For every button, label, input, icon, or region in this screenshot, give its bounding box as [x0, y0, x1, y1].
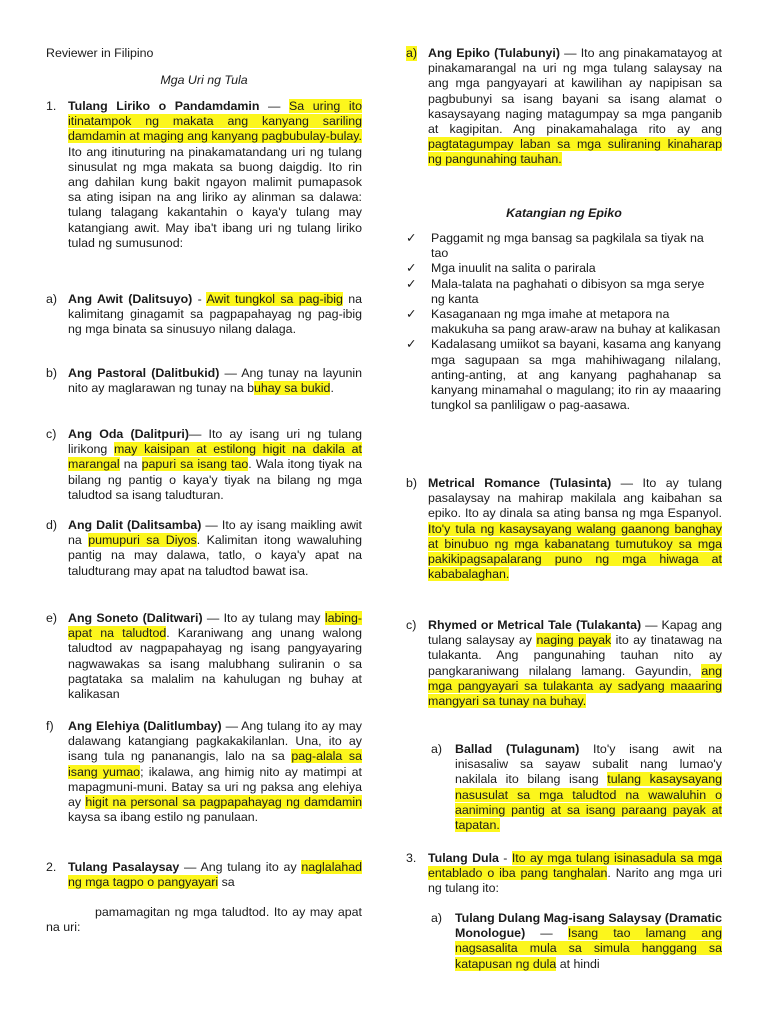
list-item-text: Paggamit ng mga bansag sa pagkilala sa tiyak na tao [431, 231, 704, 261]
document-title: Mga Uri ng Tula [160, 73, 248, 87]
body-text: Kapag ang tulang salaysay ay [428, 618, 722, 648]
body-text: Ito ang pinakamatayog at pinakamarangal na uri ng mga tulang salaysay na ang mga pangyayari at kawilihan ay napipisan sa pagbubunyi sa isang bayani sa isang alamat o kasaysayang naging matagumpay sa mga panganib at kagipitan. Ang pinakamahalaga rito ay ang [428, 46, 722, 137]
item-awit [46, 292, 362, 338]
item-tulang-pasalaysay [46, 860, 362, 890]
term-name: Ang Pastoral (Dalitbukid) [68, 366, 220, 380]
item-elehiya [46, 719, 362, 825]
term-name: Rhymed or Metrical Tale (Tulakanta) [428, 618, 642, 632]
highlight-text: Awit tungkol sa pag-ibig [206, 292, 343, 306]
term-name: Ang Oda (Dalitpuri) [68, 427, 189, 441]
term-name: Tulang Liriko o Pandamdamin [68, 99, 260, 113]
item-tulang-dula [406, 851, 722, 897]
list-item [406, 307, 721, 337]
body-text: . Narito ang mga uri ng tulang ito: [428, 866, 722, 896]
term-name: Ang Dalit (Dalitsamba) [68, 518, 202, 532]
term-name: Ang Elehiya (Dalitlumbay) [68, 719, 222, 733]
item-tulang-liriko [46, 99, 362, 251]
check-icon: ✓ [406, 231, 417, 245]
check-icon: ✓ [406, 307, 417, 322]
separator: — [525, 926, 568, 941]
separator: — [259, 99, 290, 113]
term-name: Ang Soneto (Dalitwari) [68, 611, 203, 625]
list-marker: 3. [406, 851, 417, 865]
term-name: Tulang Pasalaysay [68, 860, 180, 874]
list-marker: f) [46, 719, 54, 733]
body-text: Ang tunay na layunin nito ay maglarawan ng tunay na b [68, 366, 362, 396]
item-ballad [431, 742, 722, 833]
body-text: ito ay tinatawag na tulakanta. Ang pangunahing tauhan nito ay pangkaraniwang nilalang lamang. Gayundin, [428, 633, 722, 678]
check-icon: ✓ [406, 261, 417, 276]
body-text: . [330, 381, 334, 396]
list-marker: a) [431, 742, 443, 756]
list-item-text: Kasaganaan ng mga imahe at metapora na makukuha sa pang araw-araw na buhay at kalikasan [431, 307, 721, 337]
body-text: Ito ay tulang pasalaysay na mahirap makilala ang kaibahan sa epiko. Ito ay dinala sa ating bansa ng mga Espanyol. [428, 476, 723, 521]
list-item [406, 231, 721, 261]
list-item [406, 337, 721, 413]
separator: — [188, 427, 209, 441]
separator: - [498, 851, 512, 865]
body-text: Ito ay tulang may [223, 611, 325, 625]
body-text: kaysa sa ibang estilo ng panulaan. [68, 810, 259, 825]
highlight-text: Ito'y tula ng kasaysayang walang gaanong banghay at binubuo ng mga kabanatang tumutukoy sa mga pakikipagsapalarang puno ng mga hiwaga at kababalaghan. [428, 521, 722, 582]
highlight-text: pag-alala sa isang yumao [68, 749, 363, 779]
check-icon: ✓ [406, 276, 417, 291]
body-text: . Karaniwang ang unang walong taludtod av nagpapahayag ng isang pangyayaring nagwawakas sa isang malubhang suliranin o sa pagtataka sa malalim na kahulugan ng buhay at kalikasan [68, 626, 362, 702]
term-name: Ang Epiko (Tulabunyi) [428, 46, 560, 60]
body-text: sa [218, 875, 235, 890]
highlight-text: naglalahad ng mga tagpo o pangyayari [68, 860, 363, 890]
highlight-text: ang mga pangyayari sa tulakanta ay sadyang maaaring mangyari sa tunay na buhay. [428, 663, 722, 709]
list-item [406, 277, 721, 307]
document-header: Reviewer in Filipino [46, 46, 154, 60]
list-marker: c) [406, 618, 417, 632]
body-text: Ito ay isang uri ng tulang lirikong [68, 427, 362, 457]
body-text: Ang tulang ito ay may dalawang katangiang pagkakakilanlan. Una, ito ay isang tula ng pananangis, lalo na sa [68, 719, 362, 764]
item-epiko [406, 46, 722, 168]
item-tulakanta [406, 618, 722, 709]
item-pastoral [46, 366, 362, 396]
pasalaysay-continuation: pamamagitan ng mga taludtod. Ito ay may apat na uri: [46, 905, 362, 935]
highlight-text: papuri sa isang tao [141, 457, 249, 472]
list-item-text: Mala-talata na paghahati o dibisyon sa mga serye ng kanta [431, 276, 705, 306]
list-marker: 2. [46, 860, 57, 874]
term-name: Ang Awit (Dalitsuyo) [68, 292, 193, 306]
list-marker: c) [46, 427, 57, 441]
term-name: Ballad (Tulagunam) [455, 742, 580, 756]
epiko-characteristics-list [406, 231, 722, 413]
separator: — [201, 518, 222, 532]
list-marker: b) [46, 366, 58, 380]
highlight-text: pumupuri sa Diyos [88, 533, 197, 548]
separator: — [641, 618, 662, 632]
body-text: Ito ang itinuturing na pinakamatandang uri ng tulang sinusulat ng mga makata sa buong daigdig. Ito rin ang dahilan kung bakit ngayon malimit pumapasok sa ating isipan na ang liriko ay alinman sa dalawa: tulang talagang kakantahin o kaya'y tulang may katangiang awit. May iba't ibang uri ng tulang liriko tulad ng sumusunod: [68, 144, 362, 250]
highlight-text: may kaisipan at estilong higit na dakila at marangal [68, 442, 363, 472]
separator: — [559, 46, 581, 60]
highlight-text: higit na personal sa pagpapahayag ng damdamin [85, 795, 363, 810]
highlight-text: uhay sa bukid [253, 381, 331, 396]
highlight-text: Isang tao lamang ang nagsasalita mula sa simula hanggang sa katapusan ng dula [455, 926, 722, 971]
separator: - [192, 292, 207, 306]
list-item-text: Kadalasang umiikot sa bayani, kasama ang kanyang mga sagupaan sa mga mahihiwagang nilalang, anting-anting, at ang kanyang paghahanap sa kanyang minamahal o magulang; ito rin ay maaaring tungkol sa panliligaw o pag-aasawa. [431, 337, 721, 413]
item-oda [46, 427, 362, 503]
item-metrical-romance [406, 476, 722, 582]
separator: — [202, 611, 224, 625]
item-dalit [46, 518, 362, 579]
body-text: . Wala itong tiyak na bilang ng pantig o kaya'y tiyak na bilang ng mga taludtod sa isang taludturan. [68, 457, 362, 502]
term-name: Tulang Dulang Mag-isang Salaysay (Dramatic Monologue) [455, 911, 722, 941]
separator: — [221, 719, 242, 733]
body-text: . Kalimitan itong wawaluhing pantig na may dalawa, tatlo, o kaya'y apat na taludturang may apat na taludtod bawat isa. [68, 533, 362, 578]
list-marker: 1. [46, 99, 57, 113]
body-text: Ang tulang ito ay [200, 860, 302, 874]
list-item [406, 261, 721, 276]
separator: — [179, 860, 201, 874]
item-soneto [46, 611, 362, 702]
body-text: na [119, 457, 142, 472]
item-dramatic-monologue [431, 911, 722, 972]
term-name: Metrical Romance (Tulasinta) [428, 476, 612, 490]
list-marker: d) [46, 518, 58, 532]
epiko-subtitle: Katangian ng Epiko [506, 206, 622, 220]
body-text: ; ikalawa, ang himig nito ay matimpi at mapagmuni-muni. Batay sa uri ng paksa ang elehiya ay [68, 764, 362, 810]
highlight-text: pagtatagumpay laban sa mga suliraning kinaharap ng pangunahing tauhan. [428, 137, 722, 167]
list-marker: b) [406, 476, 418, 490]
highlight-text: Ito ay mga tulang isinasadula sa mga entablado o iba pang tanghalan [428, 851, 722, 881]
separator: — [611, 476, 643, 490]
list-item-text: Mga inuulit na salita o parirala [431, 261, 596, 276]
term-name: Tulang Dula [428, 851, 499, 865]
highlight-text: tulang kasaysayang nasusulat sa mga taludtod na wawaluhin o aaniming pantig at sa isang paraang payak at tapatan. [455, 772, 722, 833]
highlight-text: labing-apat na taludtod [68, 611, 363, 641]
list-marker: a) [431, 911, 443, 925]
body-text: Ito ay isang maikling awit na [68, 518, 363, 548]
check-icon: ✓ [406, 337, 417, 352]
body-text: na kalimitang ginagamit sa pagpapahayag ng pag-ibig ng mga binata sa sinusuyo nilang dalaga. [68, 292, 363, 337]
body-text: Ito'y isang awit na inisasaliw sa sayaw subalit nang lumao'y nakilala ito bilang isang [455, 742, 722, 787]
body-text: at hindi [556, 956, 600, 971]
list-marker: e) [46, 611, 58, 625]
highlight-text: Sa uring ito itinatampok ng makata ang kanyang sariling damdamin at maging ang kanyang pagbubulay-bulay. [68, 99, 363, 144]
list-marker: a) [46, 292, 58, 306]
separator: — [219, 366, 242, 380]
list-marker: a) [406, 46, 418, 60]
highlight-text: naging payak [536, 633, 612, 648]
